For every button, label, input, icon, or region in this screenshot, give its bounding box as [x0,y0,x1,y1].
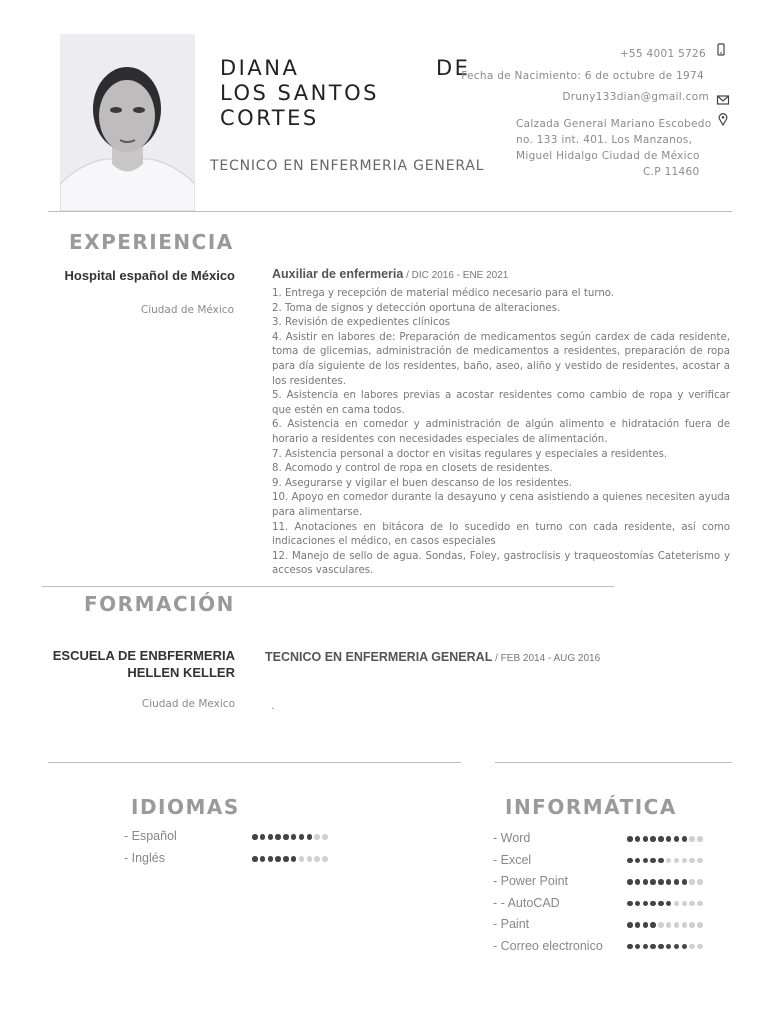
dot-empty [682,922,688,928]
dot-filled [299,834,305,840]
duty-item: 11. Anotaciones en bitácora de lo sucedido en turno con cada residente, así como indicaciones el médico, en casos especiales [272,521,730,548]
dot-filled [643,922,649,928]
skill-row [493,853,727,875]
role-title: Auxiliar de enfermeria [272,267,404,281]
experience-heading: EXPERIENCIA [69,230,234,254]
degree-dates: / FEB 2014 - AUG 2016 [492,653,601,664]
dot-filled [635,901,641,907]
duty-item: 5. Asistencia en labores previas a acostar residentes como cambio de ropa y verificar que estén en cama todos. [272,390,730,416]
skill-level-dots [252,834,328,840]
phone-text: +55 4001 5726 [619,48,706,60]
dot-filled [627,879,633,885]
phone-icon [714,43,728,57]
dot-filled [666,879,672,885]
dot-empty [682,858,688,864]
dot-filled [682,879,688,885]
experience-divider [42,586,614,587]
dot-filled [635,879,641,885]
dot-filled [268,834,274,840]
education-degree [265,650,600,664]
name-last: CORTES [220,106,319,130]
dot-empty [666,922,672,928]
header-divider [48,211,732,212]
languages-divider [48,762,461,763]
languages-heading: IDIOMAS [131,795,240,819]
duty-item: 3. Revisión de expedientes clínicos [272,317,451,329]
dot-empty [322,834,328,840]
address-line: Calzada General Mariano Escobedo [516,118,712,130]
dot-filled [650,922,656,928]
dot-filled [252,856,258,862]
education-city: Ciudad de Mexico [141,698,235,710]
dot-filled [260,856,266,862]
computing-divider [495,762,732,763]
duties-list [272,287,730,579]
skill-level-dots [627,858,703,864]
skill-level-dots [627,944,703,950]
dot-filled [658,858,664,864]
dot-filled [268,856,274,862]
dot-empty [307,856,313,862]
dot-empty [689,922,695,928]
skill-level-dots [252,856,328,862]
dot-filled [666,836,672,842]
dot-filled [307,834,313,840]
skill-level-dots [627,879,703,885]
address-block [516,116,711,180]
dot-empty [674,922,680,928]
skill-row [493,917,727,939]
role-dates: / DIC 2016 - ENE 2021 [403,270,509,281]
dot-filled [291,856,297,862]
dot-filled [674,944,680,950]
dot-filled [635,858,641,864]
skill-label: - Paint [493,917,530,931]
address-line: C.P 11460 [643,166,700,178]
dot-filled [650,901,656,907]
dot-empty [314,856,320,862]
experience-org: Hospital español de México [64,268,235,283]
dot-filled [643,879,649,885]
skill-label: - Correo electronico [493,938,603,953]
dot-empty [689,858,695,864]
duty-item: 10. Apoyo en comedor durante la desayuno y cena asistiendo a quienes necesiten ayuda para alimentarse. [272,492,730,518]
dot-empty [299,856,305,862]
dot-filled [635,922,641,928]
dot-filled [643,944,649,950]
dot-filled [627,858,633,864]
skill-label: - Español [124,829,177,843]
address-line: no. 133 int. 401. Los Manzanos, [516,134,693,146]
duty-item: 6. Asistencia en comedor y administración de algún alimento e hidratación fuera de horario a residentes con necesidades especiales de alimentación. [272,419,730,445]
experience-role [272,267,508,281]
portrait-image [60,34,195,211]
dot-empty [689,879,695,885]
dot-filled [275,834,281,840]
dot-empty [674,858,680,864]
skill-row [124,829,352,851]
education-note: . [271,700,275,712]
dot-filled [627,944,633,950]
birth-date-text: Fecha de Nacimiento: 6 de octubre de 1974 [461,70,704,82]
name-middle: LOS SANTOS [220,81,379,105]
dot-filled [283,856,289,862]
name-particle: DE [436,56,471,80]
skill-row [493,939,727,961]
dot-filled [650,944,656,950]
dot-filled [666,901,672,907]
dot-filled [260,834,266,840]
dot-filled [643,858,649,864]
duty-item: 4. Asistir en labores de: Preparación de medicamentos según cardex de cada residente, toma de glicemias, administración de medicamentos a residentes, preparación de ropa para día siguiente de los residentes, baño, aseo, aliño y vestido de residentes, acostar a los residentes. [272,331,730,387]
dot-filled [643,901,649,907]
email-text[interactable]: Druny133dian@gmail.com [562,91,709,103]
dot-filled [635,836,641,842]
dot-empty [314,834,320,840]
skill-row [493,896,727,918]
dot-filled [291,834,297,840]
dot-filled [650,836,656,842]
dot-filled [635,944,641,950]
location-pin-icon [716,112,730,126]
dot-filled [275,856,281,862]
skill-label: - Inglés [124,851,165,865]
dot-empty [322,856,328,862]
dot-filled [674,879,680,885]
dot-empty [666,858,672,864]
dot-filled [252,834,258,840]
dot-filled [658,944,664,950]
education-heading: FORMACIÓN [84,592,235,616]
school-name-line: ESCUELA DE ENBFERMERIA [52,648,235,663]
dot-filled [666,944,672,950]
skill-label: - Power Point [493,874,569,888]
dot-filled [283,834,289,840]
duty-item: 12. Manejo de sello de agua. Sondas, Foley, gastroclisis y traqueostomías Cateterismo y accesos vasculares. [272,550,730,577]
dot-filled [650,879,656,885]
profession-title: TECNICO EN ENFERMERIA GENERAL [210,158,485,174]
dot-filled [658,901,664,907]
experience-city: Ciudad de México [140,304,234,316]
duty-item: 9. Asegurarse y vigilar el buen descanso de los residentes. [272,477,573,489]
address-line: Miguel Hidalgo Ciudad de México [516,150,700,162]
profile-photo [60,34,195,211]
duty-item: 2. Toma de signos y detección oportuna de alteraciones. [272,302,561,314]
dot-empty [697,922,703,928]
skill-level-dots [627,836,703,842]
dot-empty [674,901,680,907]
skill-level-dots [627,922,703,928]
dot-empty [689,944,695,950]
dot-filled [658,836,664,842]
dot-empty [697,901,703,907]
dot-empty [658,922,664,928]
skill-row [124,851,352,873]
dot-filled [627,836,633,842]
envelope-icon [716,93,730,107]
duty-item: 8. Acomodo y control de ropa en closets de residentes. [272,463,553,475]
dot-empty [689,836,695,842]
duty-item: 7. Asistencia personal a doctor en visitas regulares y especiales a residentes. [272,448,668,460]
dot-filled [650,858,656,864]
dot-filled [658,879,664,885]
duty-item: 1. Entrega y recepción de material médico necesario para el turno. [272,288,615,299]
education-school [0,647,235,681]
dot-empty [697,836,703,842]
name-first: DIANA [220,56,300,80]
skill-label: - Word [493,831,531,845]
school-name-line: HELLEN KELLER [127,665,235,680]
skill-row [493,874,727,896]
dot-filled [682,836,688,842]
skill-label: - Excel [493,852,532,867]
skill-label: - - AutoCAD [493,895,560,910]
dot-empty [697,944,703,950]
dot-filled [674,836,680,842]
skill-level-dots [627,901,703,907]
dot-empty [682,901,688,907]
dot-filled [682,944,688,950]
dot-filled [627,922,633,928]
dot-filled [643,836,649,842]
dot-empty [689,901,695,907]
skill-row [493,831,727,853]
degree-title: TECNICO EN ENFERMERIA GENERAL [265,650,493,664]
dot-empty [697,858,703,864]
dot-filled [627,901,633,907]
computing-heading: INFORMÁTICA [505,795,677,819]
dot-empty [697,879,703,885]
